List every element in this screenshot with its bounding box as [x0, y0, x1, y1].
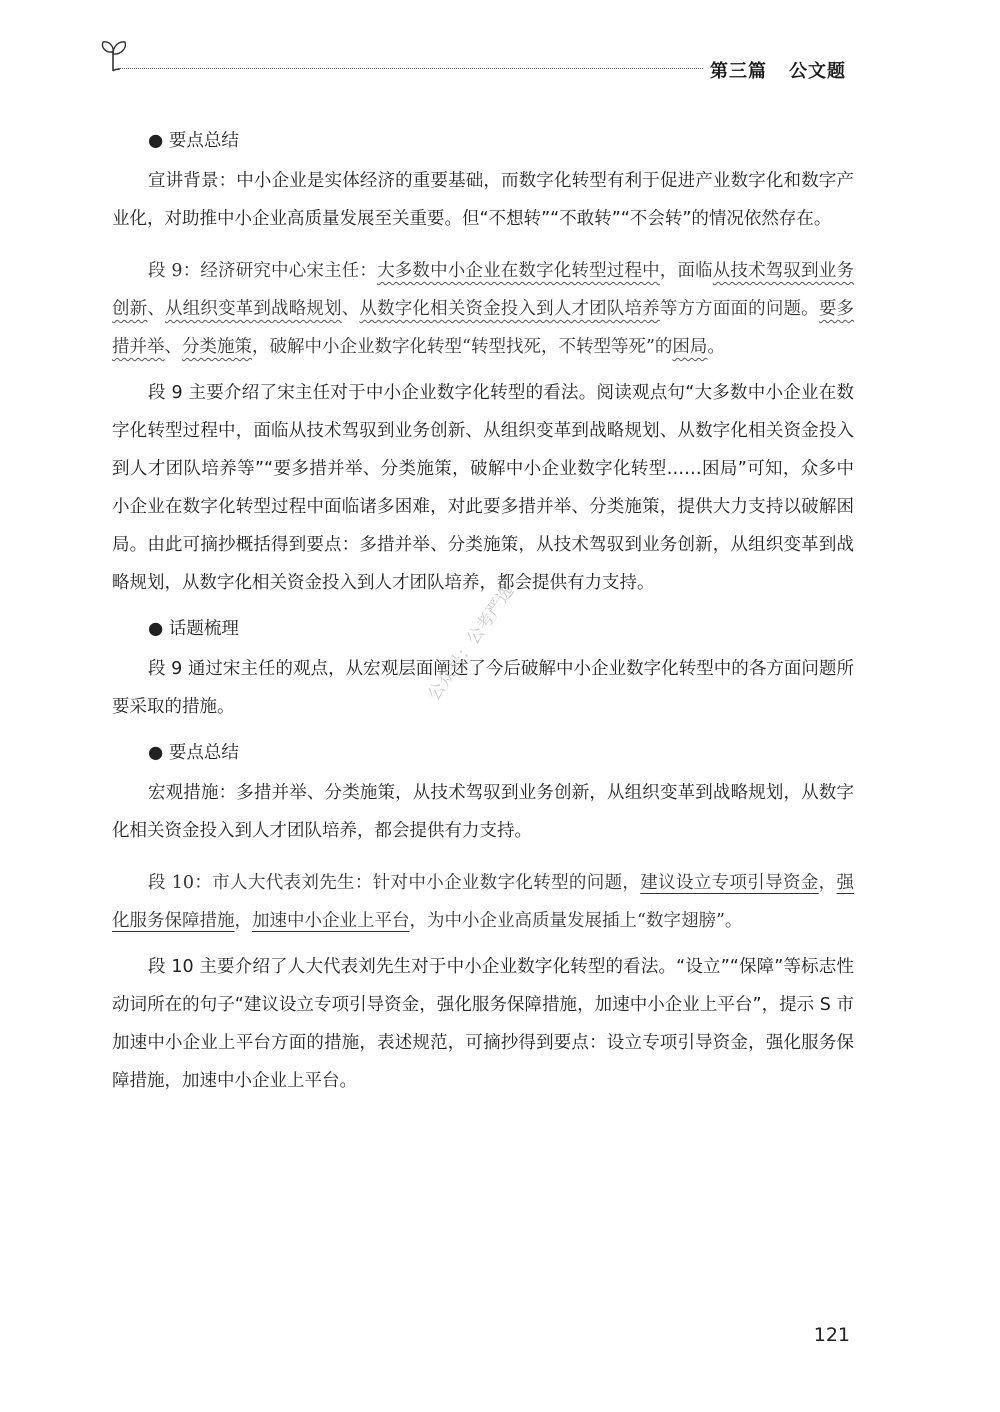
paragraph-background: 宣讲背景：中小企业是实体经济的重要基础，而数字化转型有利于促进产业数字化和数字产业化，对助推中小企业高质量发展至关重要。但“不想转”“不敢转”“不会转”的情况依然存在。: [112, 171, 854, 229]
text-run: 、: [341, 299, 360, 319]
underlined-phrase: 加速中小企业上平台: [252, 911, 410, 931]
text-run: 等方方面面的问题。: [659, 299, 819, 319]
analysis-paragraph-9: 段 9 主要介绍了宋主任对于中小企业数字化转型的看法。阅读观点句“大多数中小企业在数字化转型过程中，面临从技术驾驭到业务创新、从组织变革到战略规划、从数字化相关资金投入到人才团队培养等”“要多措并举、分类施策，破解中小企业数字化转型……困局”可知，众多中小企业在数字化转型过程中面临诸多困难，对此要多措并举、分类施策，提供大力支持以破解困局。由此可摘抄概括得到要点：多措并举、分类施策，从技术驾驭到业务创新，从组织变革到战略规划，从数字化相关资金投入到人才团队培养，都会提供有力支持。: [112, 383, 854, 593]
underlined-phrase: 大多数中小企业在数字化转型过程中: [377, 261, 660, 281]
header-divider: [118, 68, 703, 69]
paragraph-topic-review: 段 9 通过宋主任的观点，从宏观层面阐述了今后破解中小企业数字化转型中的各方面问题所要采取的措施。: [112, 659, 854, 717]
text-run: ，为中小企业高质量发展插上“数字翅膀”。: [409, 911, 743, 931]
speaker-label: 段 9：经济研究中心宋主任：: [148, 261, 378, 281]
source-paragraph-10: [112, 864, 854, 940]
speaker-label: 段 10：市人大代表刘先生：针对中小企业数字化转型的问题，: [148, 873, 641, 893]
text-run: ，破解中小企业数字化转型“转型找死，不转型等死”的: [252, 337, 673, 357]
underlined-phrase: 从数字化相关资金投入到人才团队培养: [359, 299, 660, 319]
bullet-heading-key-points: ● 要点总结: [148, 131, 239, 151]
underlined-phrase: 分类施策: [182, 337, 252, 357]
bullet-heading-key-points: ● 要点总结: [148, 743, 239, 763]
underlined-phrase: 从技术驾驭到业务创新: [112, 261, 855, 319]
paragraph-macro-measures: 宏观措施：多措并举、分类施策，从技术驾驭到业务创新，从组织变革到战略规划，从数字化相关资金投入到人才团队培养，都会提供有力支持。: [112, 783, 854, 841]
section-title: [710, 57, 846, 83]
text-run: 、: [164, 337, 182, 357]
bullet-heading-topic: ● 话题梳理: [148, 619, 239, 639]
underlined-phrase: 强化服务保障措施: [112, 873, 854, 931]
page-header: [100, 38, 860, 82]
text-run: ，: [234, 911, 252, 931]
underlined-phrase: 从组织变革到战略规划: [165, 299, 342, 319]
underlined-phrase: 要多措并举: [112, 299, 855, 357]
text-run: ，面临: [659, 261, 713, 281]
section-label: 第三篇: [710, 61, 767, 82]
analysis-paragraph-10: 段 10 主要介绍了人大代表刘先生对于中小企业数字化转型的看法。“设立”“保障”等标志性动词所在的句子“建议设立专项引导资金，强化服务保障措施，加速中小企业上平台”，提示 S 市加速中小企业上平台方面的措施，表述规范，可摘抄得到要点：设立专项引导资金，强化服务保障措施，加速中小企业上平台。: [112, 957, 854, 1091]
underlined-phrase: 建议设立专项引导资金: [640, 873, 819, 893]
watermark: 公众号：公考严选: [424, 581, 519, 705]
page-number: 121: [813, 1324, 850, 1346]
text-run: 、: [147, 299, 166, 319]
topic-label: 公文题: [789, 61, 846, 82]
text-run: 。: [707, 337, 725, 357]
text-run: ，: [818, 873, 837, 893]
sprout-icon: [100, 38, 150, 78]
source-paragraph-9: [112, 252, 854, 366]
underlined-phrase: 困局: [672, 337, 708, 357]
